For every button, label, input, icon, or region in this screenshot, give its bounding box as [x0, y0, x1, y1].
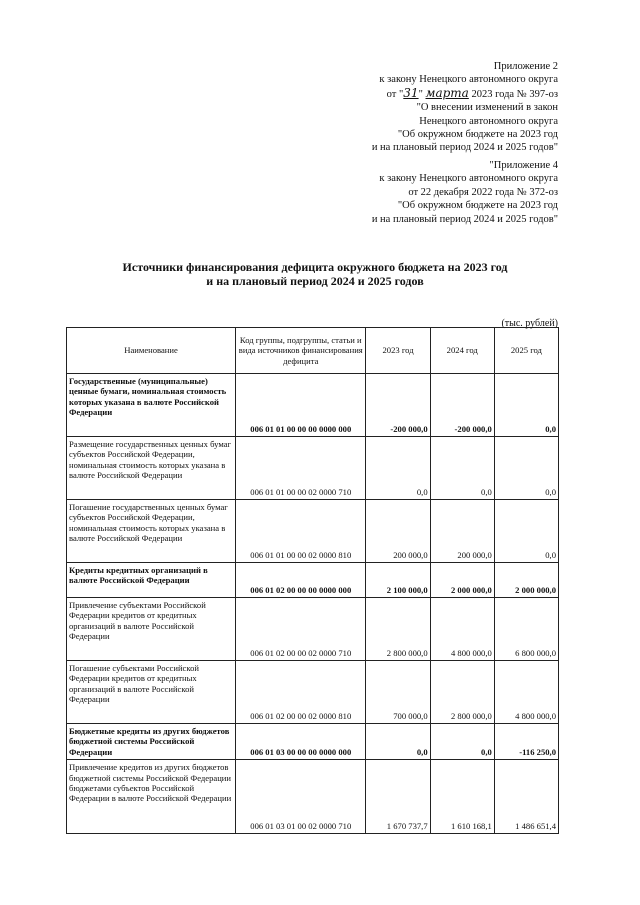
row-code: 006 01 02 00 00 00 0000 000: [236, 563, 366, 598]
table-row: [67, 724, 559, 760]
financing-sources-table: [66, 327, 559, 834]
row-2023: 200 000,0: [366, 500, 430, 563]
table-row: [67, 563, 559, 598]
appendix-line: "О внесении изменений в закон: [416, 102, 558, 114]
table-row: [67, 374, 559, 437]
header-2023: 2023 год: [366, 328, 430, 374]
appendix-line: и на плановый период 2024 и 2025 годов": [371, 213, 558, 225]
row-2023: 2 800 000,0: [366, 598, 430, 661]
row-code: 006 01 03 01 00 02 0000 710: [236, 760, 366, 834]
row-code: 006 01 03 00 00 00 0000 000: [236, 724, 366, 760]
row-name: Привлечение субъектами Российской Федерации кредитов от кредитных организаций в валюте Российской Федерации: [67, 598, 236, 661]
row-name: Привлечение кредитов из других бюджетов бюджетной системы Российской Федерации бюджетами субъектов Российской Федерации в валюте Российской Федерации: [67, 760, 236, 834]
title-line-2: и на плановый период 2024 и 2025 годов: [206, 274, 424, 288]
appendix-line: "Приложение 4: [489, 160, 558, 171]
row-2025: -116 250,0: [494, 724, 558, 760]
row-2023: 1 670 737,7: [366, 760, 430, 834]
row-2023: 700 000,0: [366, 661, 430, 724]
header-2025: 2025 год: [494, 328, 558, 374]
appendix-line: к закону Ненецкого автономного округа: [379, 173, 558, 185]
handwritten-month: марта: [425, 85, 469, 100]
row-2024: 200 000,0: [430, 500, 494, 563]
table-header-row: [67, 328, 559, 374]
table-row: [67, 760, 559, 834]
row-2025: 6 800 000,0: [494, 598, 558, 661]
row-2023: -200 000,0: [366, 374, 430, 437]
table-row: [67, 500, 559, 563]
table-row: [67, 598, 559, 661]
header-2024: 2024 год: [430, 328, 494, 374]
row-code: 006 01 01 00 00 02 0000 810: [236, 500, 366, 563]
appendix-line: "Об окружном бюджете на 2023 год: [397, 200, 558, 212]
appendix-line: и на плановый период 2024 и 2025 годов": [371, 142, 558, 154]
row-name: Бюджетные кредиты из других бюджетов бюджетной системы Российской Федерации: [67, 724, 236, 760]
handwritten-day: 31: [403, 85, 419, 100]
row-name: Размещение государственных ценных бумаг субъектов Российской Федерации, номинальная стоимость которых указана в валюте Российской Федерации: [67, 437, 236, 500]
row-2024: -200 000,0: [430, 374, 494, 437]
row-code: 006 01 02 00 00 02 0000 810: [236, 661, 366, 724]
row-name: Кредиты кредитных организаций в валюте Российской Федерации: [67, 563, 236, 598]
appendix-line: Приложение 2: [493, 61, 558, 72]
row-code: 006 01 02 00 00 02 0000 710: [236, 598, 366, 661]
title-line-1: Источники финансирования дефицита окружного бюджета на 2023 год: [122, 260, 508, 274]
table-row: [67, 437, 559, 500]
appendix-line: "Об окружном бюджете на 2023 год: [397, 129, 558, 141]
date-mid: ": [418, 88, 426, 100]
appendix-line: Ненецкого автономного округа: [419, 115, 558, 127]
appendix-line: к закону Ненецкого автономного округа: [379, 74, 558, 86]
table-row: [67, 661, 559, 724]
appendix-line: от 22 декабря 2022 года № 372-оз: [408, 186, 558, 198]
row-2025: 0,0: [494, 437, 558, 500]
row-2023: 2 100 000,0: [366, 563, 430, 598]
units-label: (тыс. рублей): [501, 318, 558, 329]
row-2025: 0,0: [494, 374, 558, 437]
row-name: Погашение государственных ценных бумаг субъектов Российской Федерации, номинальная стоимость которых указана в валюте Российской Федерации: [67, 500, 236, 563]
row-name: Государственные (муниципальные) ценные бумаги, номинальная стоимость которых указана в валюте Российской Федерации: [67, 374, 236, 437]
row-2025: 4 800 000,0: [494, 661, 558, 724]
row-code: 006 01 01 00 00 02 0000 710: [236, 437, 366, 500]
appendix-4-header: [372, 159, 558, 226]
row-2025: 0,0: [494, 500, 558, 563]
date-prefix: от ": [386, 88, 404, 100]
document-title: [60, 260, 570, 288]
row-2024: 1 610 168,1: [430, 760, 494, 834]
appendix-date-line: [372, 87, 558, 101]
row-2024: 4 800 000,0: [430, 598, 494, 661]
row-2024: 0,0: [430, 437, 494, 500]
appendix-2-header: [372, 60, 558, 155]
row-2025: 1 486 651,4: [494, 760, 558, 834]
row-name: Погашение субъектами Российской Федерации кредитов от кредитных организаций в валюте Российской Федерации: [67, 661, 236, 724]
row-2023: 0,0: [366, 437, 430, 500]
header-name: Наименование: [67, 328, 236, 374]
row-2024: 2 000 000,0: [430, 563, 494, 598]
header-code: Код группы, подгруппы, статьи и вида источников финансирования дефицита: [236, 328, 366, 374]
date-suffix: 2023 года № 397-оз: [468, 88, 558, 100]
row-2024: 0,0: [430, 724, 494, 760]
row-2023: 0,0: [366, 724, 430, 760]
row-code: 006 01 01 00 00 00 0000 000: [236, 374, 366, 437]
row-2025: 2 000 000,0: [494, 563, 558, 598]
row-2024: 2 800 000,0: [430, 661, 494, 724]
